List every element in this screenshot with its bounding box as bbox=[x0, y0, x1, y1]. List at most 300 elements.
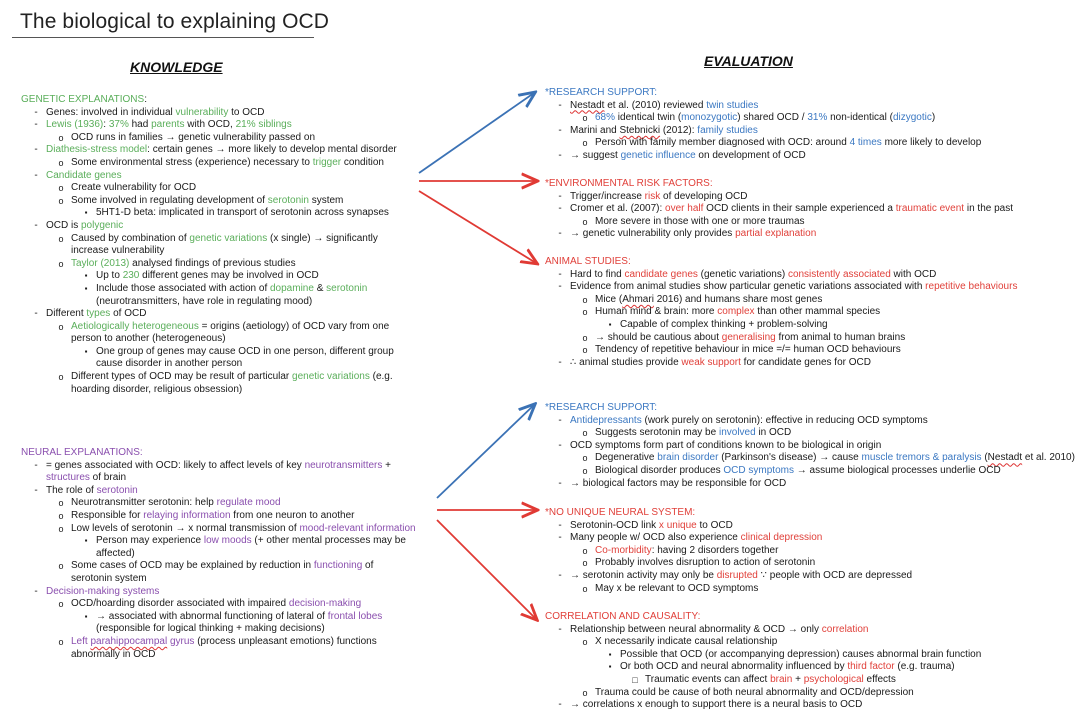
section-title bbox=[545, 507, 1075, 520]
bullet-marker-icon: o bbox=[58, 321, 64, 332]
genetic-explanations-section bbox=[21, 94, 416, 396]
list-item bbox=[21, 485, 416, 498]
text-run: Tendency of repetitive behaviour in mice =/= human OCD behaviours bbox=[595, 344, 901, 356]
list-item bbox=[545, 357, 1075, 370]
bullet-marker-icon: - bbox=[558, 99, 562, 111]
bullet-marker-icon: - bbox=[558, 203, 562, 215]
bullet-marker-icon: ▪ bbox=[84, 536, 88, 546]
bullet-marker-icon: o bbox=[58, 132, 64, 143]
title-text: *ENVIRONMENTAL RISK FACTORS: bbox=[545, 178, 713, 189]
text-run: trigger bbox=[312, 156, 342, 168]
bullet-marker-icon: - bbox=[558, 149, 562, 161]
list-item bbox=[545, 216, 1075, 229]
text-run: Suggests serotonin may be bbox=[595, 427, 719, 439]
text-run: complex bbox=[717, 306, 755, 318]
text-run: One group of genes may cause OCD in one person, different group cause disorder in another person bbox=[96, 345, 394, 370]
text-run: (e.g. hoarding disorder, religious obsession) bbox=[71, 371, 393, 395]
bullet-marker-icon: - bbox=[34, 308, 38, 320]
text-run: of brain bbox=[89, 472, 127, 484]
text-run: : having 2 disorders together bbox=[651, 544, 779, 556]
text-run: → associated with abnormal functioning of lateral of bbox=[96, 610, 328, 622]
text-run: Human mind & brain: more bbox=[595, 306, 718, 318]
text-run: condition bbox=[341, 156, 384, 168]
bullet-marker-icon: - bbox=[34, 484, 38, 496]
text-run: (2012): bbox=[660, 124, 698, 136]
text-run: Co-morbidity bbox=[595, 544, 652, 556]
bullet-marker-icon: o bbox=[582, 138, 588, 149]
list-item bbox=[545, 636, 1075, 649]
text-run: et al. (2010) reviewed bbox=[604, 99, 707, 111]
text-run: brain bbox=[770, 673, 793, 685]
text-run: risk bbox=[644, 190, 661, 202]
title-text: NEURAL EXPLANATIONS: bbox=[21, 447, 143, 458]
misspelled-word: Ahmari bbox=[622, 293, 654, 305]
text-run: weak support bbox=[681, 356, 741, 368]
neural-research-support-section bbox=[545, 402, 1075, 490]
text-run: in OCD bbox=[755, 427, 792, 439]
text-run: Genes: involved in individual bbox=[46, 106, 176, 118]
text-run: different genes may be involved in OCD bbox=[139, 270, 319, 282]
list-item bbox=[21, 170, 416, 183]
bullet-marker-icon: o bbox=[582, 687, 588, 698]
list-item bbox=[545, 624, 1075, 637]
list-item bbox=[21, 346, 416, 371]
list-item bbox=[21, 560, 416, 585]
text-run: relaying information bbox=[143, 509, 231, 521]
text-run: 37% bbox=[108, 119, 129, 131]
text-run: with OCD bbox=[890, 268, 937, 280]
misspelled-word: Nestadt bbox=[570, 99, 605, 111]
text-run: + bbox=[382, 459, 391, 471]
bullet-marker-icon: o bbox=[58, 498, 64, 509]
text-run: Some involved in regulating development of bbox=[71, 194, 268, 206]
list-item bbox=[545, 306, 1075, 319]
bullet-marker-icon: ▪ bbox=[84, 346, 88, 356]
bullet-marker-icon: o bbox=[58, 561, 64, 572]
no-unique-neural-section bbox=[545, 507, 1075, 595]
animal-studies-section bbox=[545, 256, 1075, 369]
text-run: involved bbox=[718, 427, 756, 439]
text-run: ∵ people with OCD are depressed bbox=[757, 569, 913, 581]
text-run: (e.g. trauma) bbox=[894, 661, 955, 673]
bullet-marker-icon: - bbox=[558, 519, 562, 531]
text-run: 230 bbox=[122, 270, 140, 282]
text-run: Cromer et al. (2007): bbox=[570, 203, 666, 215]
list-item bbox=[21, 460, 416, 485]
text-run: more likely to develop bbox=[881, 137, 982, 149]
text-run: vulnerability bbox=[175, 106, 229, 118]
text-run: Capable of complex thinking + problem-solving bbox=[620, 318, 828, 330]
text-run: → correlations x enough to support there is a neural basis to OCD bbox=[570, 699, 863, 711]
text-run: Aetiologically heterogeneous bbox=[71, 320, 199, 332]
bullet-marker-icon: o bbox=[582, 294, 588, 305]
text-run: 68% bbox=[595, 112, 616, 124]
text-run: twin studies bbox=[706, 99, 759, 111]
text-run: May x be relevant to OCD symptoms bbox=[595, 582, 759, 594]
text-run: (genetic variations) bbox=[697, 268, 788, 280]
bullet-marker-icon: o bbox=[58, 636, 64, 647]
text-run: OCD is bbox=[46, 219, 81, 231]
text-run: to OCD bbox=[228, 106, 265, 118]
text-run: than other mammal species bbox=[754, 306, 881, 318]
neural-arrows bbox=[437, 405, 536, 619]
text-run: Antidepressants bbox=[570, 414, 642, 426]
list-item bbox=[545, 344, 1075, 357]
list-item bbox=[21, 144, 416, 157]
text-run: of developing OCD bbox=[660, 190, 748, 202]
text-run: Trauma could be cause of both neural abnormality and OCD/depression bbox=[595, 686, 914, 698]
text-run: non-identical ( bbox=[827, 112, 893, 124]
text-run: frontal lobes bbox=[327, 610, 383, 622]
title-text: GENETIC EXPLANATIONS bbox=[21, 94, 145, 105]
text-run: et al. 2010) bbox=[1022, 452, 1075, 464]
bullet-marker-icon: o bbox=[58, 599, 64, 610]
text-run: of serotonin system bbox=[71, 560, 374, 584]
section-title bbox=[545, 256, 1075, 269]
text-run: Mice ( bbox=[595, 293, 623, 305]
list-item bbox=[545, 452, 1075, 465]
bullet-marker-icon: - bbox=[558, 477, 562, 489]
list-item bbox=[545, 674, 1075, 687]
text-run: from one neuron to another bbox=[230, 509, 355, 521]
text-run: clinical depression bbox=[740, 532, 823, 544]
text-run: Marini and bbox=[570, 124, 620, 136]
page-title: The biological to explaining OCD bbox=[20, 10, 330, 33]
text-run: 2016) and humans share most genes bbox=[653, 293, 823, 305]
misspelled-word: Nestadt bbox=[987, 452, 1023, 464]
title-text: *NO UNIQUE NEURAL SYSTEM: bbox=[545, 507, 696, 518]
bullet-marker-icon: ▪ bbox=[608, 662, 612, 672]
bullet-marker-icon: o bbox=[58, 195, 64, 206]
text-run: Trigger/increase bbox=[570, 190, 645, 202]
bullet-marker-icon: o bbox=[58, 258, 64, 269]
bullet-marker-icon: ▪ bbox=[608, 649, 612, 659]
bullet-marker-icon: - bbox=[34, 459, 38, 471]
text-run: 31% bbox=[807, 112, 828, 124]
text-run: to OCD bbox=[696, 519, 733, 531]
text-run: + bbox=[792, 673, 804, 685]
list-item bbox=[545, 281, 1075, 294]
text-run: Include those associated with action of bbox=[96, 282, 270, 294]
bullet-marker-icon: o bbox=[582, 558, 588, 569]
bullet-marker-icon: o bbox=[582, 545, 588, 556]
list-item bbox=[21, 598, 416, 611]
text-run: with OCD, bbox=[184, 119, 236, 131]
text-run: (+ other mental processes may be affected) bbox=[96, 535, 406, 559]
bullet-marker-icon: □ bbox=[632, 674, 638, 685]
text-run: correlation bbox=[821, 623, 869, 635]
text-run: (neurotransmitters, have role in regulating mood) bbox=[96, 295, 313, 307]
bullet-marker-icon: ▪ bbox=[84, 283, 88, 293]
bullet-marker-icon: ▪ bbox=[608, 319, 612, 329]
list-item bbox=[545, 100, 1075, 113]
text-run: → assume biological processes underlie OCD bbox=[793, 464, 1001, 476]
bullet-marker-icon: o bbox=[582, 332, 588, 343]
title-text: CORRELATION AND CAUSALITY: bbox=[545, 611, 701, 622]
list-item bbox=[21, 258, 416, 271]
text-run: Person with family member diagnosed with OCD: around bbox=[595, 137, 850, 149]
bullet-marker-icon: - bbox=[558, 268, 562, 280]
text-run: ) bbox=[931, 112, 936, 124]
text-run: serotonin bbox=[267, 194, 309, 206]
text-run: consistently associated bbox=[787, 268, 891, 280]
bullet-marker-icon: - bbox=[34, 585, 38, 597]
text-run: genetic variations bbox=[292, 371, 370, 383]
bullet-marker-icon: - bbox=[34, 169, 38, 181]
text-run: mood-relevant information bbox=[299, 522, 416, 534]
bullet-marker-icon: o bbox=[582, 637, 588, 648]
bullet-marker-icon: o bbox=[582, 216, 588, 227]
arrow-up-blue-icon bbox=[419, 93, 534, 173]
text-run: third factor bbox=[847, 661, 895, 673]
text-run: Create vulnerability for OCD bbox=[71, 182, 197, 194]
neural-explanations-section bbox=[21, 447, 416, 661]
text-run: OCD/hoarding disorder associated with impaired bbox=[71, 598, 289, 610]
text-run: gyrus bbox=[167, 635, 195, 647]
text-run: → suggest bbox=[570, 149, 621, 161]
list-item bbox=[545, 191, 1075, 204]
title-text: *RESEARCH SUPPORT: bbox=[545, 87, 658, 98]
text-run: Taylor (2013) bbox=[71, 257, 130, 269]
bullet-marker-icon: o bbox=[58, 523, 64, 534]
text-run: = origins (aetiology) of OCD vary from one person to another (heterogeneous) bbox=[71, 320, 390, 345]
text-run: : certain genes → more likely to develop mental disorder bbox=[147, 144, 397, 156]
bullet-marker-icon: ▪ bbox=[84, 208, 88, 218]
list-item bbox=[545, 294, 1075, 307]
environmental-risk-section bbox=[545, 178, 1075, 241]
text-run: brain disorder bbox=[657, 452, 719, 464]
list-item bbox=[545, 415, 1075, 428]
bullet-marker-icon: o bbox=[582, 453, 588, 464]
text-run: ∴ animal studies provide bbox=[570, 356, 682, 368]
list-item bbox=[545, 203, 1075, 216]
list-item bbox=[21, 157, 416, 170]
text-run: Lewis (1936) bbox=[46, 119, 104, 131]
text-run: Or both OCD and neural abnormality influenced by bbox=[620, 661, 848, 673]
text-run: Many people w/ OCD also experience bbox=[570, 532, 741, 544]
title-text: : bbox=[144, 94, 147, 105]
text-run: OCD symptoms bbox=[723, 464, 794, 476]
list-item bbox=[21, 233, 416, 258]
list-item bbox=[545, 228, 1075, 241]
text-run: Possible that OCD (or accompanying depression) causes abnormal brain function bbox=[620, 648, 982, 660]
list-item bbox=[21, 523, 416, 536]
bullet-list bbox=[545, 520, 1075, 596]
text-run: Diathesis-stress model bbox=[46, 144, 148, 156]
text-run: over half bbox=[665, 203, 704, 215]
list-item bbox=[545, 661, 1075, 674]
text-run: (process unpleasant emotions) functions abnormally in OCD bbox=[71, 635, 377, 660]
bullet-list bbox=[545, 269, 1075, 370]
list-item bbox=[21, 220, 416, 233]
list-item bbox=[21, 611, 416, 636]
bullet-list bbox=[545, 624, 1075, 712]
text-run: Up to bbox=[96, 270, 123, 282]
title-underline bbox=[12, 37, 314, 38]
text-run: serotonin bbox=[326, 282, 368, 294]
list-item bbox=[21, 182, 416, 195]
text-run: on development of OCD bbox=[695, 149, 806, 161]
text-run: Some cases of OCD may be explained by reduction in bbox=[71, 560, 314, 572]
list-item bbox=[545, 557, 1075, 570]
text-run: X necessarily indicate causal relationship bbox=[595, 636, 778, 648]
text-run: muscle tremors & paralysis bbox=[861, 452, 982, 464]
text-run: → biological factors may be responsible for OCD bbox=[570, 477, 787, 489]
text-run: disrupted bbox=[716, 569, 758, 581]
text-run: (work purely on serotonin): effective in reducing OCD symptoms bbox=[641, 414, 928, 426]
text-run: Different types of OCD may be result of particular bbox=[71, 371, 293, 383]
text-run: family studies bbox=[697, 124, 758, 136]
text-run: system bbox=[308, 194, 344, 206]
evaluation-heading: EVALUATION bbox=[704, 53, 793, 69]
text-run: = genes associated with OCD: likely to affect levels of key bbox=[46, 459, 305, 471]
list-item bbox=[21, 119, 416, 132]
text-run: parents bbox=[151, 119, 185, 131]
list-item bbox=[21, 283, 416, 308]
bullet-marker-icon: o bbox=[58, 372, 64, 383]
bullet-marker-icon: ▪ bbox=[84, 271, 88, 281]
text-run: 4 times bbox=[849, 137, 882, 149]
text-run: Low levels of serotonin → x normal transmission of bbox=[71, 522, 300, 534]
list-item bbox=[21, 195, 416, 208]
section-title bbox=[21, 94, 416, 107]
list-item bbox=[545, 532, 1075, 545]
bullet-list bbox=[545, 100, 1075, 163]
list-item bbox=[545, 478, 1075, 491]
text-run: genetic influence bbox=[620, 149, 696, 161]
title-text: ANIMAL STUDIES: bbox=[545, 256, 631, 267]
text-run: → serotonin activity may only be bbox=[570, 569, 717, 581]
bullet-marker-icon: o bbox=[58, 510, 64, 521]
bullet-list bbox=[545, 191, 1075, 241]
list-item bbox=[21, 636, 416, 661]
list-item bbox=[545, 319, 1075, 332]
text-run: for candidate genes for OCD bbox=[740, 356, 871, 368]
text-run: low moods bbox=[203, 535, 252, 547]
list-item bbox=[21, 586, 416, 599]
text-run: identical twin ( bbox=[615, 112, 682, 124]
list-item bbox=[21, 535, 416, 560]
bullet-marker-icon: - bbox=[558, 190, 562, 202]
text-run: structures bbox=[46, 472, 90, 484]
text-run: OCD clients in their sample experienced a bbox=[703, 203, 896, 215]
bullet-marker-icon: - bbox=[34, 219, 38, 231]
list-item bbox=[21, 308, 416, 321]
misspelled-word: Stebnicki bbox=[619, 124, 661, 136]
text-run: dopamine bbox=[270, 282, 314, 294]
list-item bbox=[545, 699, 1075, 712]
list-item bbox=[21, 107, 416, 120]
list-item bbox=[545, 332, 1075, 345]
text-run: neurotransmitters bbox=[304, 459, 383, 471]
list-item bbox=[545, 125, 1075, 138]
list-item bbox=[21, 132, 416, 145]
text-run: types bbox=[86, 308, 111, 320]
bullet-marker-icon: o bbox=[582, 465, 588, 476]
section-title bbox=[21, 447, 416, 460]
misspelled-word: parahippocampal bbox=[90, 635, 168, 647]
arrow-down-red-icon bbox=[437, 520, 536, 619]
bullet-marker-icon: o bbox=[582, 583, 588, 594]
text-run: from animal to human brains bbox=[775, 331, 906, 343]
bullet-list bbox=[21, 460, 416, 662]
text-run: Decision-making systems bbox=[46, 585, 160, 597]
genetic-arrows bbox=[419, 93, 536, 263]
text-run: ( bbox=[981, 452, 988, 464]
bullet-marker-icon: - bbox=[558, 699, 562, 711]
list-item bbox=[21, 270, 416, 283]
list-item bbox=[545, 520, 1075, 533]
bullet-marker-icon: o bbox=[582, 113, 588, 124]
bullet-marker-icon: - bbox=[558, 228, 562, 240]
text-run: Traumatic events can affect bbox=[645, 673, 771, 685]
bullet-marker-icon: - bbox=[558, 569, 562, 581]
bullet-marker-icon: o bbox=[582, 307, 588, 318]
list-item bbox=[545, 545, 1075, 558]
text-run: genetic variations bbox=[189, 232, 268, 244]
text-run: serotonin bbox=[96, 484, 138, 496]
text-run: partial explanation bbox=[735, 228, 817, 240]
text-run: had bbox=[128, 119, 152, 131]
genetic-research-support-section bbox=[545, 87, 1075, 163]
text-run: repetitive behaviours bbox=[925, 281, 1018, 293]
section-title bbox=[545, 87, 1075, 100]
list-item bbox=[21, 321, 416, 346]
list-item bbox=[545, 150, 1075, 163]
bullet-list bbox=[21, 107, 416, 397]
bullet-marker-icon: - bbox=[558, 623, 562, 635]
text-run: monozygotic bbox=[681, 112, 738, 124]
text-run: Serotonin-OCD link bbox=[570, 519, 659, 531]
knowledge-heading: KNOWLEDGE bbox=[130, 59, 223, 75]
bullet-marker-icon: o bbox=[582, 428, 588, 439]
text-run: 5HT1-D beta: implicated in transport of serotonin across synapses bbox=[96, 207, 389, 219]
text-run: → genetic vulnerability only provides bbox=[570, 228, 736, 240]
text-run: of OCD bbox=[110, 308, 147, 320]
text-run: (x single) → significantly increase vulnerability bbox=[71, 232, 378, 257]
text-run: (responsible for logical thinking + making decisions) bbox=[96, 623, 325, 635]
text-run: & bbox=[313, 282, 327, 294]
bullet-list bbox=[545, 415, 1075, 491]
text-run: Hard to find bbox=[570, 268, 625, 280]
text-run: (Parkinson's disease) → cause bbox=[718, 452, 862, 464]
section-title bbox=[545, 402, 1075, 415]
text-run: analysed findings of previous studies bbox=[129, 257, 296, 269]
bullet-marker-icon: - bbox=[34, 106, 38, 118]
arrow-up-blue-icon bbox=[437, 405, 534, 498]
list-item bbox=[21, 371, 416, 396]
text-run: Relationship between neural abnormality & OCD → only bbox=[570, 623, 822, 635]
bullet-marker-icon: o bbox=[58, 233, 64, 244]
list-item bbox=[545, 649, 1075, 662]
text-run: Some environmental stress (experience) necessary to bbox=[71, 156, 313, 168]
text-run: Evidence from animal studies show particular genetic variations associated with bbox=[570, 281, 926, 293]
text-run: effects bbox=[863, 673, 896, 685]
bullet-marker-icon: - bbox=[558, 414, 562, 426]
bullet-marker-icon: - bbox=[558, 356, 562, 368]
text-run: regulate mood bbox=[216, 497, 281, 509]
text-run: 21% siblings bbox=[235, 119, 292, 131]
text-run: Biological disorder produces bbox=[595, 464, 724, 476]
bullet-marker-icon: - bbox=[34, 119, 38, 131]
list-item bbox=[545, 440, 1075, 453]
text-run: Degenerative bbox=[595, 452, 658, 464]
text-run: ) shared OCD / bbox=[737, 112, 808, 124]
text-run: Left bbox=[71, 635, 91, 647]
list-item bbox=[21, 207, 416, 220]
text-run: candidate genes bbox=[624, 268, 698, 280]
bullet-marker-icon: ▪ bbox=[84, 611, 88, 621]
